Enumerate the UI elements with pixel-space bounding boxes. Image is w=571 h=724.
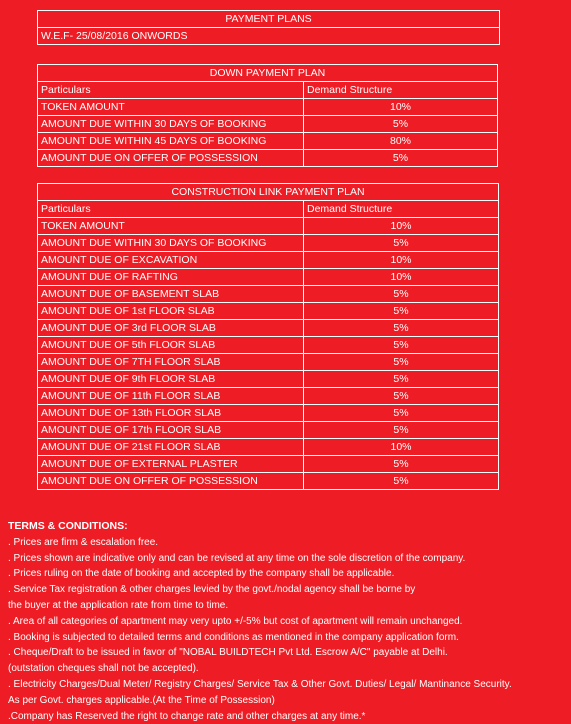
table-row xyxy=(38,218,498,235)
terms-line: .Company has Reserved the right to change rate and other charges at any time.* xyxy=(8,710,366,722)
payment-plans-box xyxy=(37,10,500,45)
row-label: AMOUNT DUE WITHIN 30 DAYS OF BOOKING xyxy=(38,116,304,133)
row-value: 5% xyxy=(304,422,499,439)
row-value: 10% xyxy=(304,218,499,235)
table-row xyxy=(38,354,498,371)
column-header-particulars: Particulars xyxy=(38,201,304,218)
table-row xyxy=(38,439,498,456)
terms-and-conditions xyxy=(8,519,568,724)
table-row xyxy=(38,456,498,473)
row-label: TOKEN AMOUNT xyxy=(38,218,304,235)
table-row xyxy=(38,150,497,167)
column-header-demand: Demand Structure xyxy=(304,82,498,99)
terms-title: TERMS & CONDITIONS: xyxy=(8,520,128,532)
row-label: AMOUNT DUE OF EXTERNAL PLASTER xyxy=(38,456,304,473)
row-value: 5% xyxy=(304,235,499,252)
row-label: AMOUNT DUE OF RAFTING xyxy=(38,269,304,286)
table-row xyxy=(38,133,497,150)
row-label: AMOUNT DUE OF 21st FLOOR SLAB xyxy=(38,439,304,456)
terms-line: (outstation cheques shall not be accepted). xyxy=(8,663,199,675)
row-label: AMOUNT DUE OF 3rd FLOOR SLAB xyxy=(38,320,304,337)
table-row xyxy=(38,422,498,439)
table-row xyxy=(38,269,498,286)
table-row xyxy=(38,116,497,133)
terms-line: As per Govt. charges applicable.(At the Time of Possession) xyxy=(8,694,275,706)
row-label: AMOUNT DUE OF EXCAVATION xyxy=(38,252,304,269)
row-value: 5% xyxy=(304,473,499,490)
terms-line: . Service Tax registration & other charges levied by the govt./nodal agency shall be borne by xyxy=(8,584,416,596)
terms-line: . Electricity Charges/Dual Meter/ Registry Charges/ Service Tax & Other Govt. Duties/ Legal/ Mantinance Security. xyxy=(8,678,512,690)
terms-line: the buyer at the application rate from time to time. xyxy=(8,599,229,611)
row-label: AMOUNT DUE ON OFFER OF POSSESSION xyxy=(38,473,304,490)
table-row xyxy=(38,473,498,490)
row-label: AMOUNT DUE WITHIN 45 DAYS OF BOOKING xyxy=(38,133,304,150)
row-value: 80% xyxy=(304,133,498,150)
payment-plans-title: PAYMENT PLANS xyxy=(38,11,499,28)
row-value: 5% xyxy=(304,405,499,422)
construction-link-plan-table xyxy=(37,183,499,490)
construction-link-title: CONSTRUCTION LINK PAYMENT PLAN xyxy=(38,184,498,201)
terms-line: . Area of all categories of apartment may very upto +/-5% but cost of apartment will remain unchanged. xyxy=(8,615,463,627)
terms-line: . Booking is subjected to detailed terms and conditions as mentioned in the company application form. xyxy=(8,631,459,643)
terms-line: . Cheque/Draft to be issued in favor of "NOBAL BUILDTECH Pvt Ltd. Escrow A/C" payable at Delhi. xyxy=(8,647,448,659)
column-header-demand: Demand Structure xyxy=(304,201,499,218)
row-value: 5% xyxy=(304,303,499,320)
row-label: AMOUNT DUE OF 13th FLOOR SLAB xyxy=(38,405,304,422)
row-label: AMOUNT DUE OF BASEMENT SLAB xyxy=(38,286,304,303)
row-label: AMOUNT DUE OF 1st FLOOR SLAB xyxy=(38,303,304,320)
table-row xyxy=(38,235,498,252)
terms-line: . Prices shown are indicative only and can be revised at any time on the sole discretion of the company. xyxy=(8,552,466,564)
table-row xyxy=(38,303,498,320)
table-row xyxy=(38,99,497,116)
row-value: 10% xyxy=(304,99,498,116)
row-value: 5% xyxy=(304,354,499,371)
row-value: 5% xyxy=(304,371,499,388)
terms-line: . Prices ruling on the date of booking and accepted by the company shall be applicable. xyxy=(8,568,395,580)
down-payment-title: DOWN PAYMENT PLAN xyxy=(38,65,497,82)
row-value: 5% xyxy=(304,150,498,167)
table-row xyxy=(38,405,498,422)
row-label: AMOUNT DUE OF 17th FLOOR SLAB xyxy=(38,422,304,439)
table-row xyxy=(38,388,498,405)
down-payment-plan-table xyxy=(37,64,498,167)
row-value: 10% xyxy=(304,252,499,269)
table-row xyxy=(38,337,498,354)
table-row xyxy=(38,286,498,303)
table-row xyxy=(38,252,498,269)
row-value: 5% xyxy=(304,337,499,354)
table-row xyxy=(38,371,498,388)
row-value: 5% xyxy=(304,456,499,473)
row-label: AMOUNT DUE ON OFFER OF POSSESSION xyxy=(38,150,304,167)
wef-date: W.E.F- 25/08/2016 ONWORDS xyxy=(38,28,499,45)
row-label: AMOUNT DUE WITHIN 30 DAYS OF BOOKING xyxy=(38,235,304,252)
row-label: AMOUNT DUE OF 7TH FLOOR SLAB xyxy=(38,354,304,371)
terms-line: . Prices are firm & escalation free. xyxy=(8,536,159,548)
row-label: AMOUNT DUE OF 5th FLOOR SLAB xyxy=(38,337,304,354)
row-label: AMOUNT DUE OF 9th FLOOR SLAB xyxy=(38,371,304,388)
row-value: 5% xyxy=(304,388,499,405)
table-row xyxy=(38,320,498,337)
column-header-particulars: Particulars xyxy=(38,82,304,99)
row-value: 5% xyxy=(304,116,498,133)
row-value: 10% xyxy=(304,269,499,286)
row-value: 5% xyxy=(304,320,499,337)
row-label: TOKEN AMOUNT xyxy=(38,99,304,116)
row-label: AMOUNT DUE OF 11th FLOOR SLAB xyxy=(38,388,304,405)
row-value: 5% xyxy=(304,286,499,303)
row-value: 10% xyxy=(304,439,499,456)
